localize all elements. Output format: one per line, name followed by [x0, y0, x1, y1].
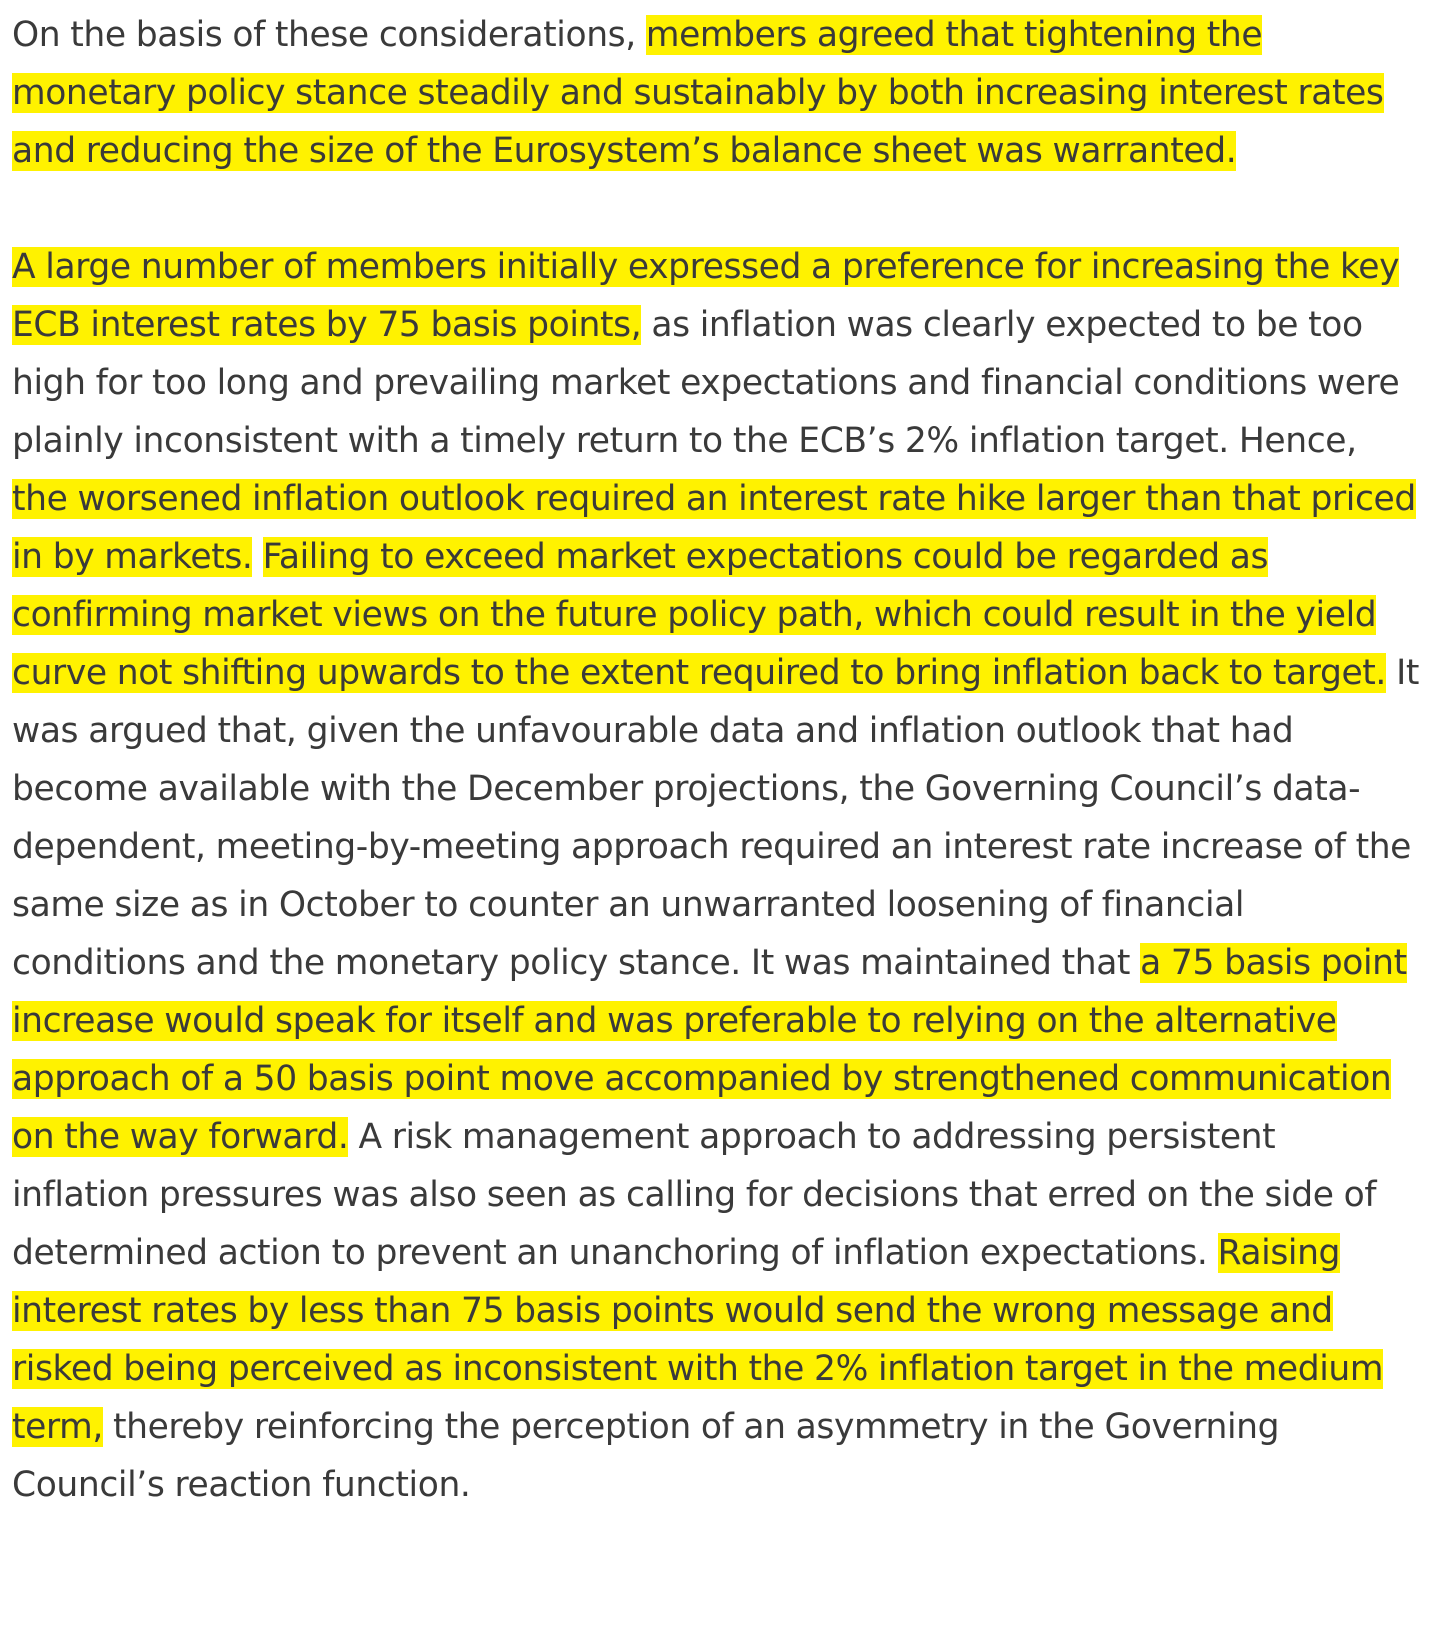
- text-segment: On the basis of these considerations,: [12, 15, 646, 55]
- highlighted-text: a 75 basis point increase would speak for itself and was preferable to relying on the alternative approach of a 50 basis point move accompanied by strengthened communication on the way forward.: [12, 943, 1407, 1157]
- paragraph-1: [12, 6, 1420, 180]
- text-segment: It was argued that, given the unfavourable data and inflation outlook that had become available with the December projections, the Governing Council’s data-dependent, meeting-by-meeting approach required an interest rate increase of the same size as in October to counter an unwarranted loosening of financial conditions and the monetary policy stance. It was maintained that: [12, 653, 1419, 983]
- paragraph-2: [12, 238, 1420, 1514]
- text-segment: [252, 537, 262, 577]
- highlighted-text: A large number of members initially expressed a preference for increasing the key ECB interest rates by 75 basis points,: [12, 247, 1400, 345]
- text-segment: thereby reinforcing the perception of an asymmetry in the Governing Council’s reaction function.: [12, 1407, 1280, 1505]
- text-segment: A risk management approach to addressing persistent inflation pressures was also seen as calling for decisions that erred on the side of determined action to prevent an unanchoring of inflation expectations.: [12, 1117, 1377, 1273]
- highlighted-text: Raising interest rates by less than 75 basis points would send the wrong message and risked being perceived as inconsistent with the 2% inflation target in the medium term,: [12, 1233, 1384, 1447]
- text-segment: as inflation was clearly expected to be too high for too long and prevailing market expectations and financial conditions were plainly inconsistent with a timely return to the ECB’s 2% inflation target. Hence,: [12, 305, 1400, 461]
- highlighted-text: the worsened inflation outlook required an interest rate hike larger than that priced in by markets.: [12, 479, 1416, 577]
- highlighted-text: members agreed that tightening the monetary policy stance steadily and sustainably by both increasing interest rates and reducing the size of the Eurosystem’s balance sheet was warranted.: [12, 15, 1384, 171]
- highlighted-text: Failing to exceed market expectations could be regarded as confirming market views on the future policy path, which could result in the yield curve not shifting upwards to the extent required to bring inflation back to target.: [12, 537, 1386, 693]
